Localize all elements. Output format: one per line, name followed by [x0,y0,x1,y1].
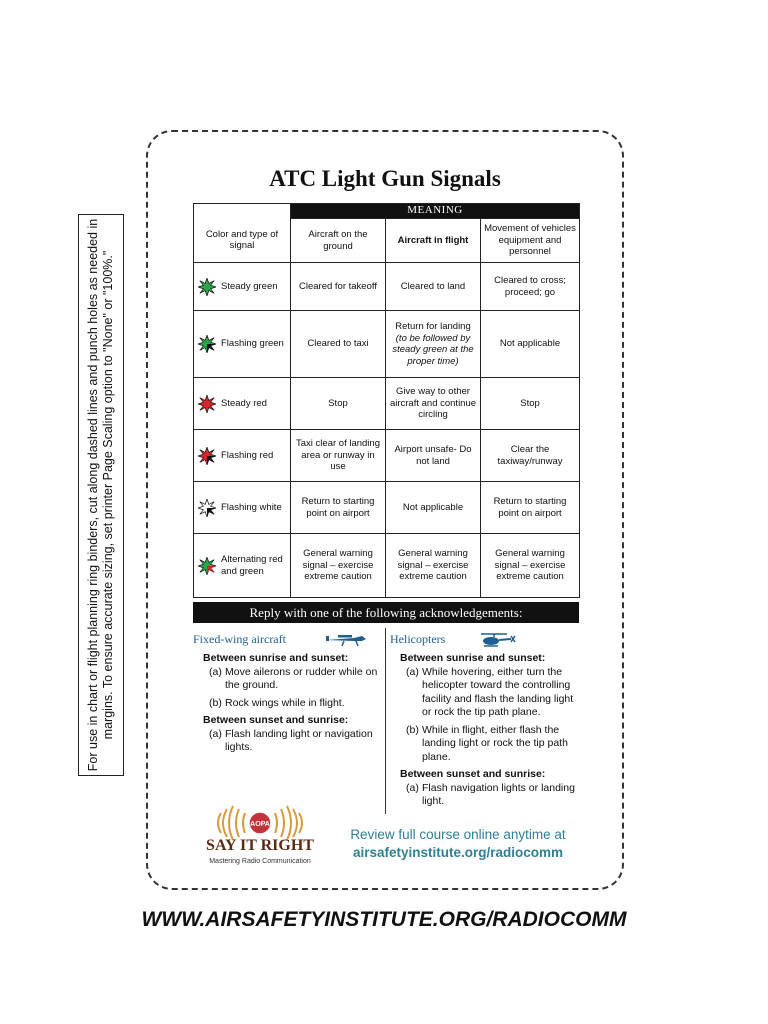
fixed-wing-title: Fixed-wing aircraft [193,632,286,647]
steady-green-burst-icon [198,278,216,296]
page-title: ATC Light Gun Signals [269,166,501,191]
signal-label: Alternating red and green [221,554,283,577]
day-heading: Between sunrise and sunset: [400,652,546,664]
signal-label: Flashing green [221,338,284,350]
logo-name: SAY IT RIGHT [206,837,314,854]
signal-label: Flashing red [221,449,274,461]
vehicles-cell: Cleared to cross; proceed; go [481,263,580,311]
flight-cell: Airport unsafe- Do not land [386,430,481,482]
flight-cell: Cleared to land [386,263,481,311]
list-item: (a) Move ailerons or rudder while on the ground. [209,665,378,691]
table-row [194,534,580,598]
vehicles-cell: Stop [481,378,580,430]
helicopter-section [390,630,580,812]
aopa-badge: AOPA [250,821,270,828]
vehicles-cell: Not applicable [481,311,580,378]
list-item: (a) While hovering, either turn the helicopter toward the controlling facility and flash the landing light or rock the tip path plane. [406,665,574,718]
flashing-green-burst-icon [198,335,216,353]
col-header-ground: Aircraft on the ground [291,219,386,263]
flashing-white-burst-icon [198,499,216,517]
list-item: (a) Flash landing light or navigation lights. [209,727,373,753]
ground-cell: Return to starting point on airport [291,482,386,534]
col-header-signal: Color and type of signal [194,219,291,263]
vehicles-cell: Return to starting point on airport [481,482,580,534]
signal-label: Flashing white [221,501,282,513]
alternating-red-green-burst-icon [198,557,216,575]
steady-red-burst-icon [198,395,216,413]
flight-note: (to be followed by steady green at the proper time) [392,332,474,367]
helicopter-icon [477,632,517,648]
review-text [338,826,578,862]
airplane-icon [324,633,368,647]
list-item: (a) Flash navigation lights or landing light. [406,781,575,807]
footer-url[interactable]: WWW.AIRSAFETYINSTITUTE.ORG/RADIOCOMM [141,908,627,931]
list-item: (b) Rock wings while in flight. [209,696,345,709]
meaning-header: MEANING [291,204,580,219]
helicopters-title: Helicopters [390,632,446,647]
flight-cell [386,311,481,378]
say-it-right-logo [195,803,325,869]
vehicles-cell: General warning signal – exercise extreme caution [481,534,580,598]
table-row [194,482,580,534]
ground-cell: Cleared for takeoff [291,263,386,311]
list-item: (b) While in flight, either flash the landing light or rock the tip path plane. [406,723,568,763]
review-link[interactable]: airsafetyinstitute.org/radiocomm [352,845,564,860]
flight-cell: General warning signal – exercise extreme caution [386,534,481,598]
col-header-flight: Aircraft in flight [386,219,481,263]
side-instruction-box [78,214,124,776]
table-row [194,378,580,430]
signal-label: Steady red [221,397,267,409]
flight-cell: Give way to other aircraft and continue circling [386,378,481,430]
acknowledgement-header: Reply with one of the following acknowledgements: [193,602,579,623]
signal-label: Steady green [221,280,278,292]
table-row [194,311,580,378]
logo-tagline: Mastering Radio Communication [209,858,311,865]
ground-cell: Taxi clear of landing area or runway in use [291,430,386,482]
night-heading: Between sunset and sunrise: [400,768,546,780]
night-heading: Between sunset and sunrise: [203,714,349,726]
signals-table [193,203,580,598]
vehicles-cell: Clear the taxiway/runway [481,430,580,482]
flight-cell: Not applicable [386,482,481,534]
flight-text: Return for landing [395,321,471,332]
column-divider [385,628,386,814]
review-line: Review full course online anytime at [350,827,566,842]
ground-cell: Cleared to taxi [291,311,386,378]
table-row [194,430,580,482]
fixed-wing-section [193,630,381,758]
ground-cell: Stop [291,378,386,430]
side-instruction-text: For use in chart or flight planning ring binders, cut along dashed lines and punch holes as needed in margins. To ensure accurate sizing, set printer Page Scaling option to "None" or "100%." [86,218,115,772]
ground-cell: General warning signal – exercise extreme caution [291,534,386,598]
col-header-vehicles: Movement of vehicles equipment and personnel [481,219,580,263]
day-heading: Between sunrise and sunset: [203,652,349,664]
table-row [194,263,580,311]
flashing-red-burst-icon [198,447,216,465]
